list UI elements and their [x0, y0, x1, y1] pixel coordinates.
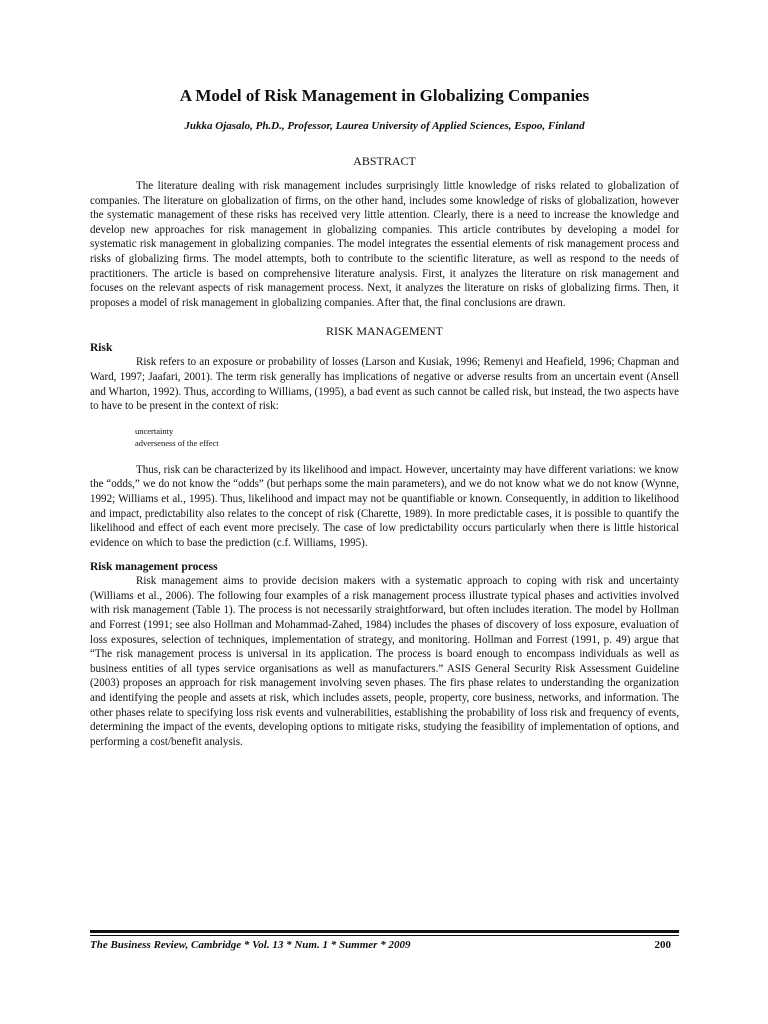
risk-aspects-list [135, 425, 679, 449]
risk-process-subheading: Risk management process [90, 561, 218, 574]
footer-rule-thin [90, 935, 679, 936]
abstract-heading: ABSTRACT [353, 154, 416, 168]
paper-page [90, 86, 679, 749]
risk-subheading: Risk [90, 342, 113, 355]
list-item: adverseness of the effect [135, 437, 219, 448]
abstract-paragraph: The literature dealing with risk management includes surprisingly little knowledge of risks related to globalization of companies. The literature on globalization of firms, on the other hand, includes some knowledge of risks of globalization, however the systematic management of these risks has received very little attention. Clearly, there is a need to increase the knowledge and develop new approaches for risk management in globalizing companies. This article contributes by developing a model for systematic risk management in globalizing companies. The model integrates the essential elements of risk management process and risks of globalizing firms. The model attempts, both to contribute to the scientific literature, as well as respond to the needs of practitioners. The article is based on comprehensive literature analysis. First, it analyzes the literature on risk management and focuses on the relevant aspects of risk management process. Next, it analyzes the literature on risks of globalizing firms. Then, it proposes a model of risk management in globalizing companies. After that, the final conclusions are drawn. [90, 180, 679, 309]
paper-title: A Model of Risk Management in Globalizing Companies [179, 86, 590, 105]
page-footer [90, 930, 679, 951]
risk-process-paragraph: Risk management aims to provide decision makers with a systematic approach to coping with risk and uncertainty (Williams et al., 2006). The following four examples of a risk management process illustrate typical phases and activities involved with risk management (Table 1). The process is not necessarily straightforward, but often includes iteration. The model by Hollman and Forrest (1991; see also Hollman and Mohammad-Zahed, 1984) includes the phases of discovery of loss exposure, evaluation of loss exposures, selection of techniques, implementation of strategy, and monitoring. Hollman and Forrest (1991, p. 49) argue that “The risk management process is universal in its application. The process is board enough to encompass individuals as well as business entities of all types service organisations as well as manufacturers.” ASIS General Security Risk Assessment Guideline (2003) proposes an approach for risk management involving seven phases. The firs phase relates to understanding the organization and identifying the people and assets at risk, which includes assets, people, property, core business, networks, and information. The other phases relate to specifying loss risk events and vulnerabilities, establishing the probability of loss risk and frequency of events, determining the impact of the events, developing options to mitigate risks, studying the feasibility of implementation of options, and performing a cost/benefit analysis. [90, 575, 679, 748]
page-number: 200 [654, 939, 671, 951]
footer-line [90, 939, 679, 951]
risk-paragraph-1: Risk refers to an exposure or probability of losses (Larson and Kusiak, 1996; Remenyi and Heafield, 1996; Chapman and Ward, 1997; Jaafari, 2001). The term risk generally has implications of negative or adverse results from an uncertain event (Ansell and Wharton, 1992). Thus, according to Williams, (1995), a bad event as such cannot be called risk, but instead, the two aspects have to have to be present in the context of risk: [90, 356, 679, 413]
risk-management-heading: RISK MANAGEMENT [326, 324, 443, 339]
list-item: uncertainty [135, 425, 174, 436]
footer-rule-thick [90, 930, 679, 933]
risk-paragraph-2: Thus, risk can be characterized by its likelihood and impact. However, uncertainty may have different variations: we know the “odds,” we do not know the “odds” (but perhaps some the main parameters), and we do not know what we do not know (Wynne, 1992; Williams et al., 1995). Thus, likelihood and impact may not be quantifiable or known. Consequently, in addition to likelihood and impact, predictability also relates to the concept of risk (Charette, 1989). In more predictable cases, it is possible to quantify the likelihood and effect of each event more precisely. The case of low predictability occurs particularly when there is little historical evidence on which to base the prediction (c.f. Williams, 1995). [90, 463, 679, 549]
journal-citation: The Business Review, Cambridge * Vol. 13 * Num. 1 * Summer * 2009 [90, 939, 411, 951]
author-line: Jukka Ojasalo, Ph.D., Professor, Laurea University of Applied Sciences, Espoo, Finland [184, 120, 585, 132]
